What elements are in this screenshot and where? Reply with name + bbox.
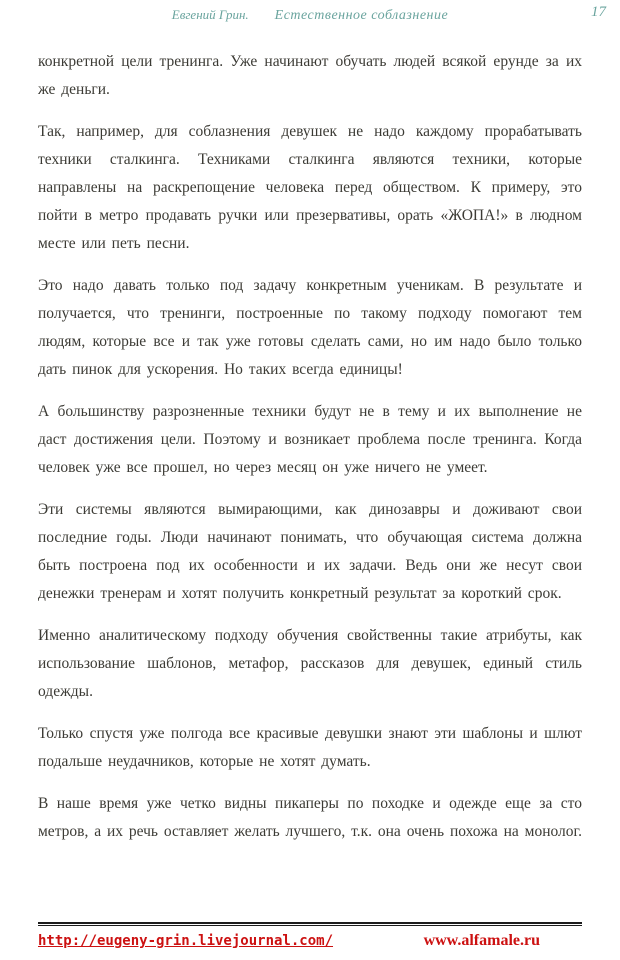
page-footer (38, 922, 582, 950)
paragraph: Это надо давать только под задачу конкретным ученикам. В результате и получается, что тренинги, построенные по такому подходу помогают тем людям, которые все и так уже готовы сделать сами, но им надо было только дать пинок для ускорения. Но таких всегда единицы! (38, 277, 582, 378)
header-center (0, 6, 620, 24)
paragraph: Так, например, для соблазнения девушек не надо каждому прорабатывать техники сталкинга. Техниками сталкинга являются техники, которые направлены на раскрепощение человека перед обществом. К примеру, это пойти в метро продавать ручки или презервативы, орать «ЖОПА!» в людном месте или петь песни. (38, 123, 582, 252)
paragraph: А большинству разрозненные техники будут не в тему и их выполнение не даст достижения цели. Поэтому и возникает проблема после тренинга. Когда человек уже все прошел, но через месяц он уже ничего не умеет. (38, 403, 582, 476)
paragraph: Эти системы являются вымирающими, как динозавры и доживают свои последние годы. Люди начинают понимать, что обучающая система должна быть построена под их особенности и их задачи. Ведь они же несут свои денежки тренерам и хотят получить конкретный результат за короткий срок. (38, 501, 582, 602)
page-body-text (38, 48, 582, 860)
paragraph: Именно аналитическому подходу обучения свойственны такие атрибуты, как использование шаблонов, метафор, рассказов для девушек, единый стиль одежды. (38, 627, 582, 700)
footer-divider (38, 922, 582, 926)
alfamale-link[interactable]: www.alfamale.ru (423, 932, 540, 949)
header-author: Евгений Грин. (171, 7, 249, 22)
livejournal-link[interactable]: http://eugeny-grin.livejournal.com/ (38, 933, 334, 949)
page-number: 17 (591, 4, 606, 20)
footer-links (38, 932, 582, 950)
paragraph: конкретной цели тренинга. Уже начинают обучать людей всякой ерунде за их же деньги. (38, 53, 582, 98)
paragraph: Только спустя уже полгода все красивые девушки знают эти шаблоны и шлют подальше неудачников, которые не хотят думать. (38, 725, 582, 770)
header-book-title: Естественное соблазнение (274, 8, 449, 23)
paragraph: В наше время уже четко видны пикаперы по походке и одежде еще за сто метров, а их речь оставляет желать лучшего, т.к. она очень похожа на монолог. (38, 795, 583, 840)
page-header (0, 4, 620, 30)
